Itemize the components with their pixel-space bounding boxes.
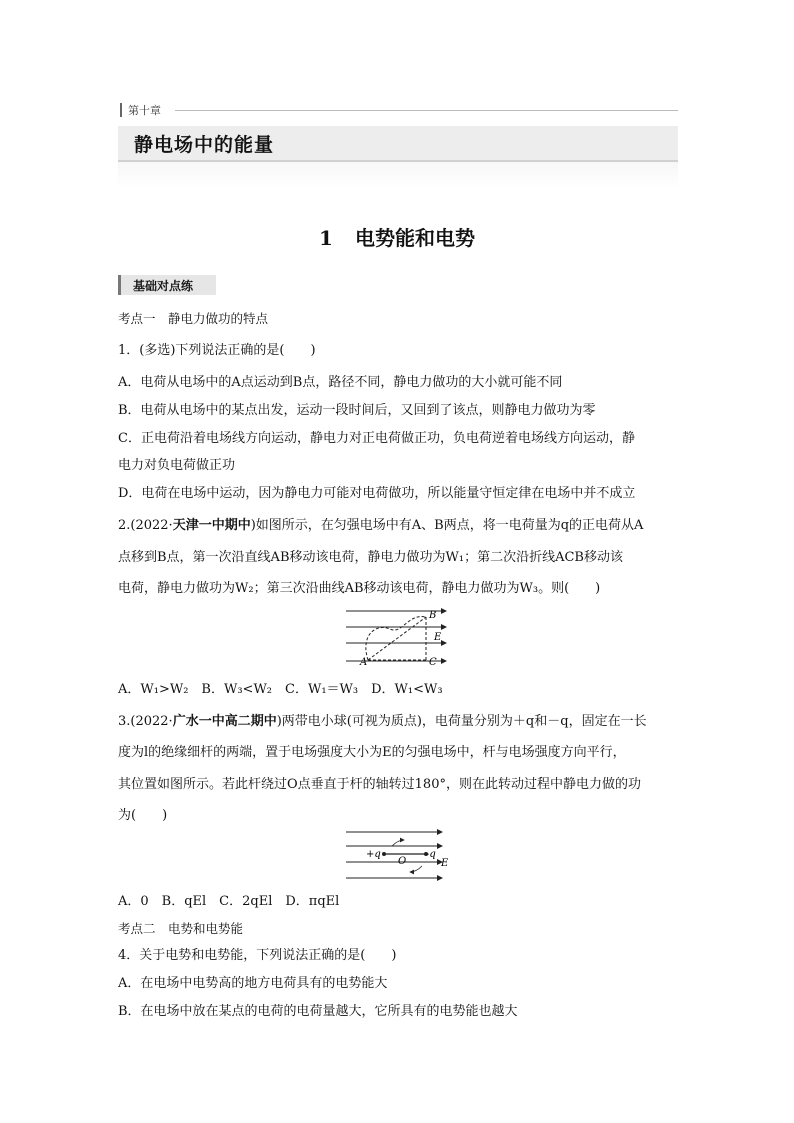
q2-line3: 电荷，静电力做功为W₂；第三次沿曲线AB移动该电荷，静电力做功为W₃。则( ) bbox=[118, 581, 601, 596]
section-badge bbox=[118, 275, 216, 295]
lesson-number: 1 bbox=[319, 226, 333, 250]
q2-line1-rest: )如图所示，在匀强电场中有A、B两点，将一电荷量为q的正电荷从A bbox=[250, 518, 644, 533]
q2-path-curve bbox=[366, 617, 426, 660]
q3-label-e: E bbox=[441, 858, 449, 869]
chapter-title: 静电场中的能量 bbox=[134, 134, 275, 156]
q2-options: A．W₁>W₂ B．W₃<W₂ C．W₁＝W₃ D．W₁<W₃ bbox=[118, 682, 443, 697]
q2-path-straight bbox=[368, 617, 426, 660]
lesson-title-text: 电势能和电势 bbox=[354, 226, 475, 250]
q2-prefix: 2.(2022· bbox=[118, 518, 173, 533]
q1-option-c-line1: C．正电荷沿着电场线方向运动，静电力对正电荷做正功，负电荷逆着电场线方向运动，静 bbox=[118, 431, 635, 446]
lesson-title bbox=[0, 222, 794, 251]
q3-source: 广水一中高二期中 bbox=[172, 714, 277, 729]
q3-prefix: 3.(2022· bbox=[118, 714, 173, 729]
chapter-rule bbox=[175, 110, 678, 111]
q2-figure bbox=[342, 605, 452, 671]
q1-option-c-line2: 电力对负电荷做正功 bbox=[118, 458, 236, 473]
q3-line1-rest: )两带电小球(可视为质点)，电荷量分别为＋q和－q，固定在一长 bbox=[276, 714, 647, 729]
chapter-label-bar bbox=[120, 103, 122, 117]
q3-line2: 度为l的绝缘细杆的两端，置于电场强度大小为E的匀强电场中，杆与电场强度方向平行， bbox=[118, 745, 626, 760]
q1-option-b: B．电荷从电场中的某点出发，运动一段时间后，又回到了该点，则静电力做功为零 bbox=[118, 403, 596, 418]
q3-options: A．0 B．qEl C．2qEl D．πqEl bbox=[118, 894, 340, 909]
q3-line1 bbox=[118, 713, 647, 731]
q3-line3: 其位置如图所示。若此杆绕过O点垂直于杆的轴转过180°，则在此转动过程中静电力做的功 bbox=[118, 777, 641, 792]
q3-label-minus-q: -q bbox=[426, 849, 436, 860]
q3-label-o: O bbox=[398, 856, 407, 867]
q3-label-plus-q: +q bbox=[366, 849, 381, 860]
q4-option-a: A．在电场中电势高的地方电荷具有的电势能大 bbox=[118, 976, 388, 991]
section-badge-text: 基础对点练 bbox=[133, 278, 194, 293]
q2-line1 bbox=[118, 517, 643, 535]
q2-label-c: C bbox=[429, 657, 437, 668]
knowledge-point-2: 考点二 电势和电势能 bbox=[118, 921, 244, 936]
q3-rotation-arrow-top bbox=[392, 840, 404, 846]
q1-option-d: D．电荷在电场中运动，因为静电力可能对电荷做功，所以能量守恒定律在电场中并不成立 bbox=[118, 486, 636, 501]
q2-line2: 点移到B点，第一次沿直线AB移动该电荷，静电力做功为W₁；第二次沿折线ACB移动该 bbox=[118, 550, 623, 565]
q4-stem: 4．关于电势和电势能，下列说法正确的是( ) bbox=[118, 948, 397, 963]
q3-charge-positive bbox=[382, 852, 386, 856]
q3-figure bbox=[342, 826, 452, 884]
q3-line4: 为( ) bbox=[118, 808, 168, 823]
q4-option-b: B．在电场中放在某点的电荷的电荷量越大，它所具有的电势能也越大 bbox=[118, 1004, 518, 1019]
q2-label-a: A bbox=[360, 657, 368, 668]
q2-label-e: E bbox=[434, 632, 442, 643]
q3-rotation-arrow-bottom bbox=[410, 866, 422, 872]
q2-label-b: B bbox=[429, 610, 437, 621]
q1-option-a: A．电荷从电场中的A点运动到B点，路径不同，静电力做功的大小就可能不同 bbox=[118, 375, 563, 390]
q1-stem: 1．(多选)下列说法正确的是( ) bbox=[118, 343, 316, 358]
section-badge-bar bbox=[118, 275, 121, 295]
chapter-title-rule bbox=[118, 160, 678, 162]
chapter-label bbox=[120, 102, 161, 118]
knowledge-point-1: 考点一 静电力做功的特点 bbox=[118, 311, 269, 326]
chapter-label-text: 第十章 bbox=[128, 104, 161, 117]
q2-source: 天津一中期中 bbox=[172, 518, 251, 533]
